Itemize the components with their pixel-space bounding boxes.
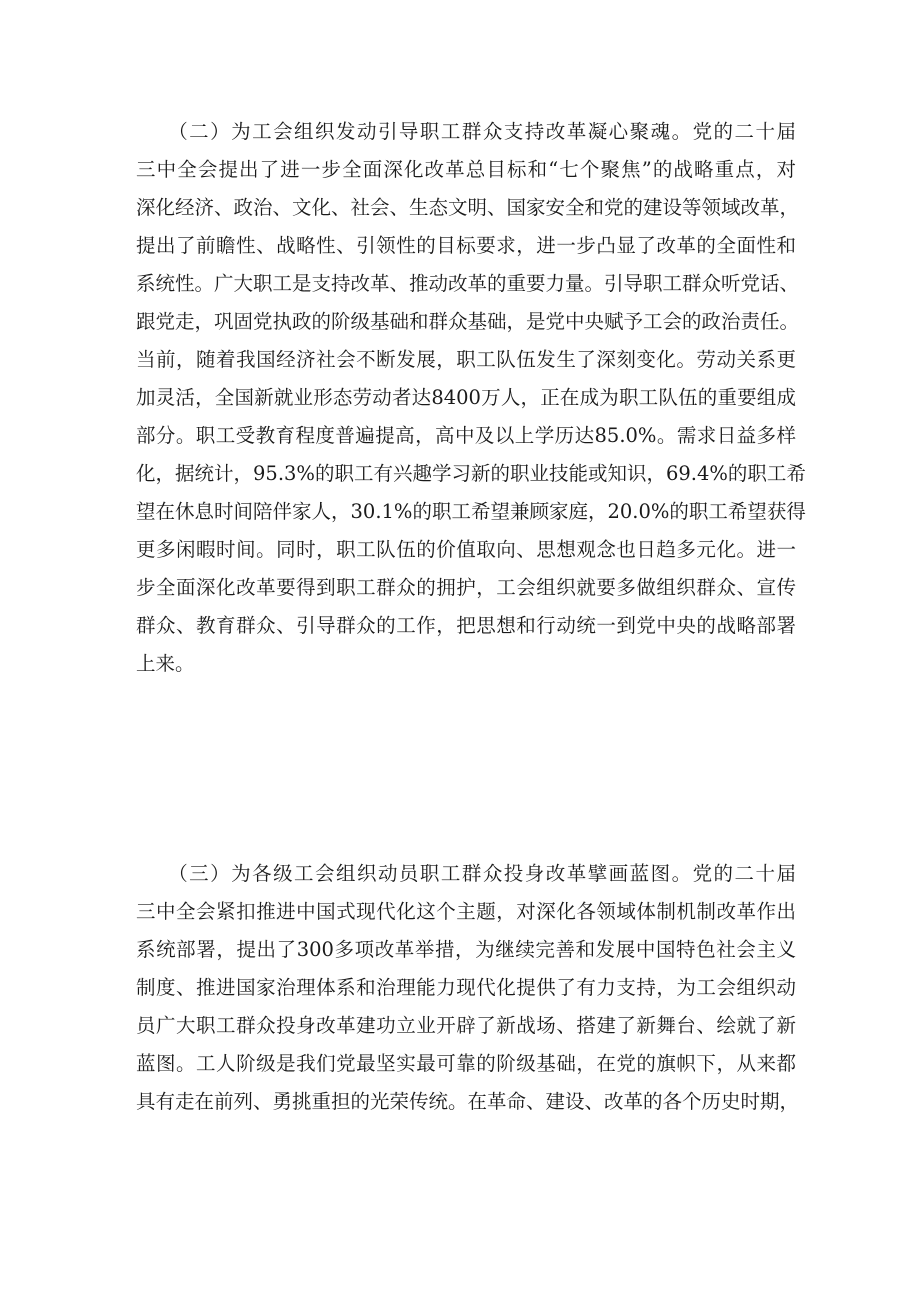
text-line: 加灵活，全国新就业形态劳动者达8400万人，正在成为职工队伍的重要组成 [136,386,796,409]
text-line: 具有走在前列、勇挑重担的光荣传统。在革命、建设、改革的各个历史时期， [136,1090,800,1113]
text-line: 提出了前瞻性、战略性、引领性的目标要求，进一步凸显了改革的全面性和 [136,234,796,257]
text-line: 群众、教育群众、引导群众的工作，把思想和行动统一到党中央的战略部署 [136,614,796,637]
text-line: 步全面深化改革要得到职工群众的拥护，工会组织就要多做组织群众、宣传 [136,576,796,599]
text-line: 蓝图。工人阶级是我们党最坚实最可靠的阶级基础，在党的旗帜下，从来都 [136,1052,796,1075]
text-line: 跟党走，巩固党执政的阶级基础和群众基础，是党中央赋予工会的政治责任。 [136,310,800,333]
text-line: 更多闲暇时间。同时，职工队伍的价值取向、思想观念也日趋多元化。进一 [136,538,796,561]
text-line: 当前，随着我国经济社会不断发展，职工队伍发生了深刻变化。劳动关系更 [136,348,796,371]
text-line: 部分。职工受教育程度普遍提高，高中及以上学历达85.0%。需求日益多样 [136,424,796,447]
text-line: 系统部署，提出了300多项改革举措，为继续完善和发展中国特色社会主义 [136,938,796,961]
text-line: （二）为工会组织发动引导职工群众支持改革凝心聚魂。党的二十届 [136,120,796,143]
paragraph-section-three [136,855,800,1121]
text-line: 深化经济、政治、文化、社会、生态文明、国家安全和党的建设等领域改革， [136,196,800,219]
text-line: 望在休息时间陪伴家人，30.1%的职工希望兼顾家庭，20.0%的职工希望获得 [136,500,806,523]
text-line: 三中全会紧扣推进中国式现代化这个主题，对深化各领域体制机制改革作出 [136,900,796,923]
text-line: （三）为各级工会组织动员职工群众投身改革擘画蓝图。党的二十届 [136,862,796,885]
text-line: 系统性。广大职工是支持改革、推动改革的重要力量。引导职工群众听党话、 [136,272,800,295]
text-line: 三中全会提出了进一步全面深化改革总目标和“七个聚焦”的战略重点，对 [136,158,796,181]
text-line: 化，据统计，95.3%的职工有兴趣学习新的职业技能或知识，69.4%的职工希 [136,462,806,485]
paragraph-section-two [136,113,806,683]
text-line: 制度、推进国家治理体系和治理能力现代化提供了有力支持，为工会组织动 [136,976,796,999]
text-line: 上来。 [136,652,195,675]
text-line: 员广大职工群众投身改革建功立业开辟了新战场、搭建了新舞台、绘就了新 [136,1014,796,1037]
